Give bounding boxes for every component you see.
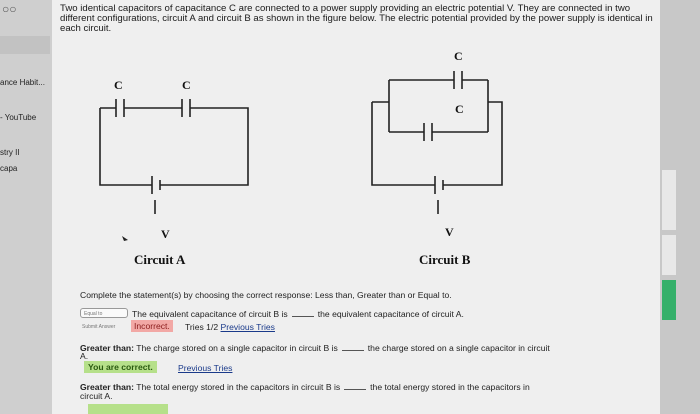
circuit-b-cap-inner-label: C [455,102,464,116]
glasses-icon[interactable]: ○○ [2,2,17,16]
circuit-a-caption: Circuit A [134,252,186,267]
submit-answer-button[interactable]: Submit Answer [82,324,116,330]
incorrect-badge: Incorrect. [131,320,173,332]
statement3-text: Greater than: The total energy stored in the capacitors in circuit B is the total energy stored in the capacitors in [80,382,530,392]
page-scrollbar[interactable] [660,0,700,414]
circuit-b-cap-top-label: C [454,49,463,63]
statement2-text: Greater than: The charge stored on a single capacitor in circuit B is the charge stored on a single capacitor in circuit [80,343,550,353]
circuit-figure [52,0,660,285]
circuit-a-source-label: V [161,227,170,241]
answer-select-1[interactable]: Equal to [80,308,128,318]
statement3-wrap: circuit A. [80,391,113,401]
tries-status: Tries 1/2 Previous Tries [185,322,275,332]
sidebar-item-habit[interactable]: ance Habit... [0,78,45,87]
instructions-text: Complete the statement(s) by choosing the correct response: Less than, Greater than or Equal to. [80,290,452,300]
sidebar-search-box[interactable] [0,36,50,54]
correct-badge: You are correct. [84,361,157,373]
circuit-b-source-label: V [445,225,454,239]
sidebar-item-youtube[interactable]: - YouTube [0,113,37,122]
previous-tries-link[interactable]: Previous Tries [220,322,275,332]
question-text: Two identical capacitors of capacitance C are connected to a power supply providing an electric potential V. They are connected in two different configurations, circuit A and circuit B as shown in the figure below. The electric potential provided by the power supply is identical in each circuit. [60,3,653,34]
mouse-cursor-icon [122,236,128,241]
browser-sidebar [0,0,53,414]
sidebar-item-chemistry[interactable]: stry II [0,148,20,157]
circuit-b-diagram [372,71,502,214]
circuit-a-cap1-label: C [114,78,123,92]
problem-page [52,0,660,414]
previous-tries-link-2[interactable]: Previous Tries [178,363,233,373]
sidebar-item-capa[interactable]: capa [0,164,18,173]
circuit-a-diagram [100,99,248,214]
scroll-chip-2[interactable] [662,235,676,275]
scroll-accent[interactable] [662,280,676,320]
scroll-chip-1[interactable] [662,170,676,230]
statement2-wrap: A. [80,351,89,361]
circuit-a-cap2-label: C [182,78,191,92]
statement1-text: The equivalent capacitance of circuit B is the equivalent capacitance of circuit A. [132,309,464,319]
circuit-b-caption: Circuit B [419,252,471,267]
correct-badge-partial [88,404,168,414]
